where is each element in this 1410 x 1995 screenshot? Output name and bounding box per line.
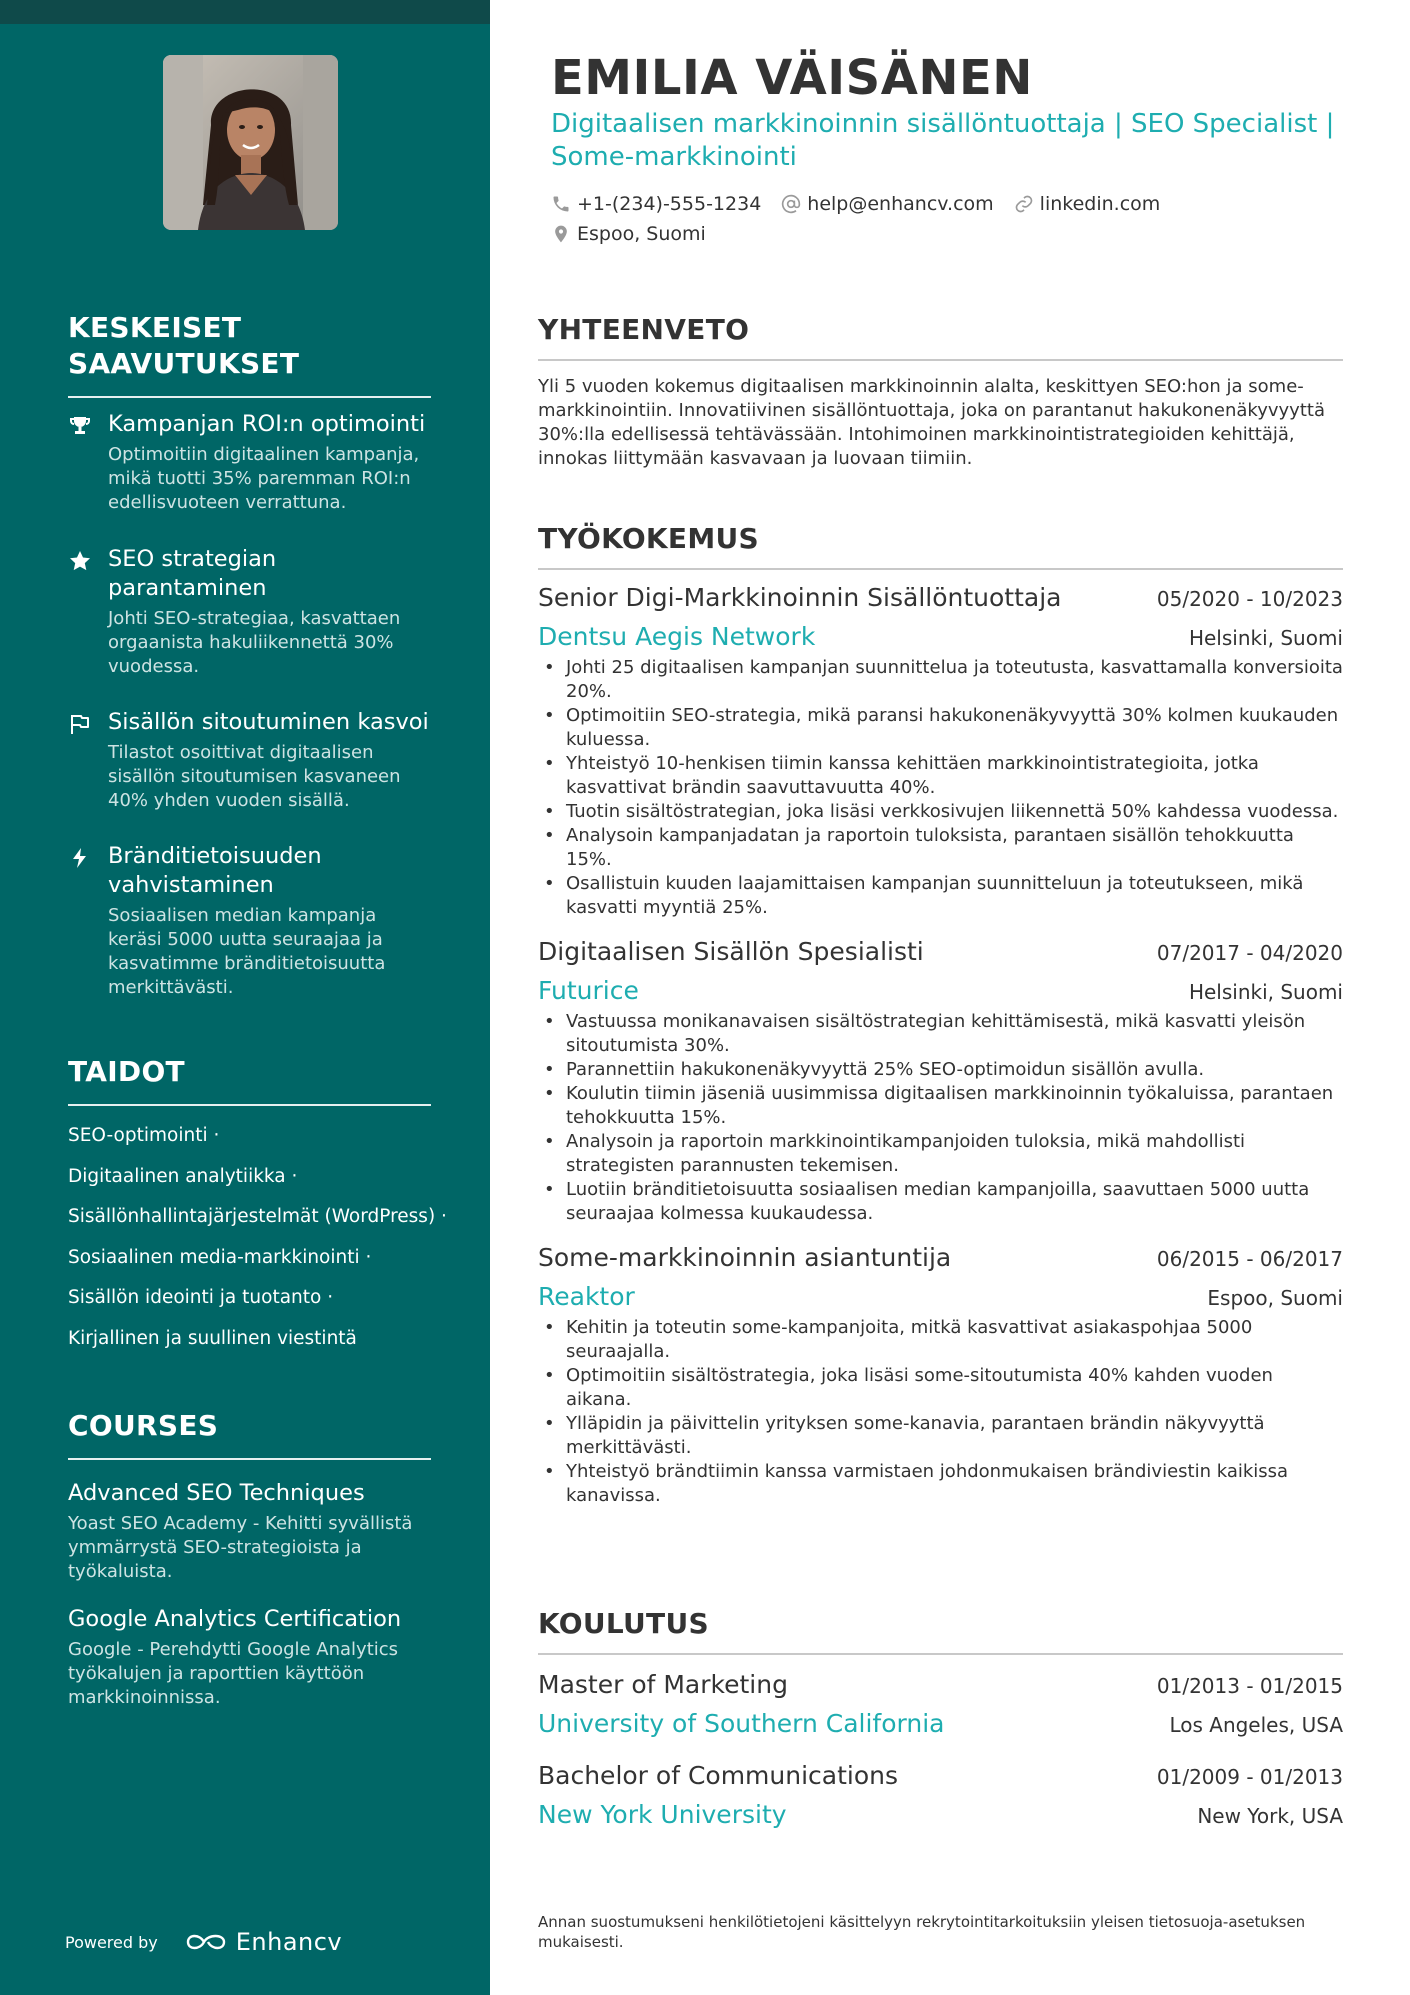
education-section — [538, 1606, 1343, 1831]
job-location: Helsinki, Suomi — [1188, 626, 1343, 650]
powered-by — [65, 1922, 342, 1962]
enhancv-logo-icon — [184, 1930, 228, 1954]
degree-title: Master of Marketing — [538, 1670, 788, 1699]
job-location: Helsinki, Suomi — [1188, 980, 1343, 1004]
achievement-description: Sosiaalisen median kampanja keräsi 5000 uutta seuraajaa ja kasvatimme bränditietoisuutta merkittävästi. — [108, 905, 386, 998]
job-title: Senior Digi-Markkinoinnin Sisällöntuottaja — [538, 583, 1062, 612]
skills-list — [68, 1124, 447, 1367]
job-bullet: • Analysoin kampanjadatan ja raportoin tuloksista, parantaen sisällön tehokkuutta 15%. — [538, 824, 1343, 872]
school-location: Los Angeles, USA — [1169, 1713, 1343, 1737]
courses-title: COURSES — [68, 1409, 219, 1442]
job-company: Reaktor — [538, 1282, 635, 1311]
courses-section — [68, 1408, 431, 1710]
job-bullet: • Vastuussa monikanavaisen sisältöstrategian kehittämisestä, mikä kasvatti yleisön sitoutumista 30%. — [538, 1010, 1343, 1058]
education-dates: 01/2009 - 01/2013 — [1156, 1765, 1343, 1789]
education-entry — [538, 1760, 1343, 1831]
job-bullet: • Ylläpidin ja päivittelin yrityksen some-kanavia, parantaen brändin näkyvyyttä merkittävästi. — [538, 1412, 1343, 1460]
job-bullet: • Tuotin sisältöstrategian, joka lisäsi verkkosivujen liikennettä 50% kahdessa vuodessa. — [538, 800, 1343, 824]
achievement-description: Optimoitiin digitaalinen kampanja, mikä tuotti 35% paremman ROI:n edellisvuoteen verrattuna. — [108, 444, 420, 513]
contact-location — [551, 223, 706, 245]
job-bullet: • Johti 25 digitaalisen kampanjan suunnittelua ja toteutusta, kasvattamalla konversioita 20%. — [538, 656, 1343, 704]
contact-linkedin[interactable] — [1014, 193, 1161, 215]
candidate-name: EMILIA VÄISÄNEN — [551, 50, 1033, 106]
achievement-title: Bränditietoisuuden vahvistaminen — [108, 843, 322, 898]
school-name: University of Southern California — [538, 1709, 945, 1738]
achievement-description: Johti SEO-strategiaa, kasvattaen orgaanista hakuliikennettä 30% vuodessa. — [108, 608, 401, 677]
achievement-title: SEO strategian parantaminen — [108, 546, 277, 601]
candidate-headline: Digitaalisen markkinoinnin sisällöntuottaja | SEO Specialist | Some-markkinointi — [551, 109, 1335, 172]
gdpr-consent-text: Annan suostumukseni henkilötietojeni käsittelyyn rekrytointitarkoituksiin yleisen tietosuoja-asetuksen mukaisesti. — [538, 1913, 1306, 1951]
job-entry — [538, 582, 1343, 920]
course-description: Google - Perehdytti Google Analytics työkalujen ja raporttien käyttöön markkinoinnissa. — [68, 1639, 399, 1708]
sidebar-top-bar — [0, 0, 490, 24]
summary-section — [538, 312, 1343, 471]
job-dates: 05/2020 - 10/2023 — [1156, 587, 1343, 611]
job-dates: 06/2015 - 06/2017 — [1156, 1247, 1343, 1271]
education-divider — [538, 1653, 1343, 1655]
course-title: Advanced SEO Techniques — [68, 1480, 365, 1506]
school-location: New York, USA — [1197, 1804, 1343, 1828]
job-bullet: • Yhteistyö 10-henkisen tiimin kanssa kehittäen markkinointistrategioita, jotka kasvattivat brändin saavuttavuutta 40%. — [538, 752, 1343, 800]
summary-title: YHTEENVETO — [538, 313, 750, 346]
skills-title: TAIDOT — [68, 1055, 185, 1088]
education-title: KOULUTUS — [538, 1607, 709, 1640]
job-company: Dentsu Aegis Network — [538, 622, 816, 651]
job-company: Futurice — [538, 976, 639, 1005]
job-bullet: • Osallistuin kuuden laajamittaisen kampanjan suunnitteluun ja toteutukseen, mikä kasvatti myyntiä 25%. — [538, 872, 1343, 920]
job-bullet: • Parannettiin hakukonenäkyvyyttä 25% SEO-optimoidun sisällön avulla. — [538, 1058, 1343, 1082]
degree-title: Bachelor of Communications — [538, 1761, 899, 1790]
sidebar — [0, 0, 490, 1995]
experience-section — [538, 521, 1343, 1508]
skill-item: Kirjallinen ja suullinen viestintä — [68, 1327, 357, 1349]
achievement-title: Sisällön sitoutuminen kasvoi — [108, 709, 429, 735]
course-title: Google Analytics Certification — [68, 1606, 402, 1632]
job-bullet: • Luotiin bränditietoisuutta sosiaalisen median kampanjoilla, saavuttaen 5000 uutta seuraajaa kolmessa kuukaudessa. — [538, 1178, 1343, 1226]
lightning-icon — [68, 846, 92, 870]
achievement-item — [68, 545, 431, 679]
summary-divider — [538, 359, 1343, 361]
school-name: New York University — [538, 1800, 787, 1829]
location-pin-icon — [551, 224, 571, 244]
achievement-title: Kampanjan ROI:n optimointi — [108, 411, 426, 437]
education-dates: 01/2013 - 01/2015 — [1156, 1674, 1343, 1698]
star-icon — [68, 549, 92, 573]
achievements-section — [68, 310, 431, 998]
job-bullets — [538, 1010, 1343, 1226]
experience-title: TYÖKOKEMUS — [538, 522, 760, 555]
skill-item: Sisällön ideointi ja tuotanto · — [68, 1287, 334, 1308]
education-entry — [538, 1669, 1343, 1740]
skill-item: Sosiaalinen media-markkinointi · — [68, 1246, 372, 1268]
achievements-title: KESKEISET SAAVUTUKSET — [68, 311, 300, 380]
profile-photo — [163, 55, 338, 230]
summary-text: Yli 5 vuoden kokemus digitaalisen markkinoinnin alalta, keskittyen SEO:hon ja some-markkinointiin. Innovatiivinen sisällöntuottaja, joka on parantanut hakukonenäkyvyyttä 30%:lla edellisessä tehtävässään. Intohimoinen markkinointistrategioiden kehittäjä, innokas liittymään kasvavaan ja luovaan tiimiin. — [538, 376, 1325, 469]
job-dates: 07/2017 - 04/2020 — [1156, 941, 1343, 965]
courses-divider — [68, 1458, 431, 1460]
job-bullet: • Optimoitiin SEO-strategia, mikä paransi hakukonenäkyvyyttä 30% kolmen kuukauden kuluessa. — [538, 704, 1343, 752]
skill-item: Digitaalinen analytiikka · — [68, 1165, 298, 1187]
contact-email[interactable] — [781, 193, 993, 215]
job-bullet: • Koulutin tiimin jäseniä uusimmissa digitaalisen markkinoinnin työkaluissa, parantaen tehokkuutta 15%. — [538, 1082, 1343, 1130]
achievements-divider — [68, 396, 431, 398]
job-bullet: • Optimoitiin sisältöstrategia, joka lisäsi some-sitoutumista 40% kahden vuoden aikana. — [538, 1364, 1343, 1412]
job-bullets — [538, 1316, 1343, 1508]
contact-row-location — [551, 223, 726, 245]
course-item — [68, 1604, 431, 1710]
skill-item: SEO-optimointi · — [68, 1125, 220, 1146]
at-sign-icon — [781, 194, 801, 214]
linkedin-text: linkedin.com — [1039, 193, 1161, 215]
flag-icon — [68, 712, 92, 736]
achievement-item — [68, 410, 431, 515]
skills-section — [68, 1054, 447, 1367]
job-entry — [538, 1242, 1343, 1508]
experience-divider — [538, 568, 1343, 570]
job-title: Digitaalisen Sisällön Spesialisti — [538, 937, 924, 966]
course-description: Yoast SEO Academy - Kehitti syvällistä ymmärrystä SEO-strategioista ja työkaluista. — [68, 1513, 413, 1582]
job-bullet: • Kehitin ja toteutin some-kampanjoita, mitkä kasvattivat asiakaspohjaa 5000 seuraajalla. — [538, 1316, 1343, 1364]
achievement-item — [68, 842, 431, 1000]
skills-divider — [68, 1104, 431, 1106]
job-title: Some-markkinoinnin asiantuntija — [538, 1243, 952, 1272]
link-icon — [1014, 194, 1034, 214]
phone-text: +1-(234)-555-1234 — [577, 193, 762, 215]
location-text: Espoo, Suomi — [577, 223, 706, 245]
enhancv-wordmark: Enhancv — [235, 1928, 343, 1956]
course-item — [68, 1478, 431, 1584]
job-bullet: • Yhteistyö brändtiimin kanssa varmistaen johdonmukaisen brändiviestin kaikissa kanavissa. — [538, 1460, 1343, 1508]
powered-by-label: Powered by — [65, 1932, 158, 1952]
trophy-icon — [68, 414, 92, 438]
skill-item: Sisällönhallintajärjestelmät (WordPress) · — [68, 1206, 447, 1227]
job-bullets — [538, 656, 1343, 920]
phone-icon — [551, 194, 571, 214]
contact-row — [551, 193, 1180, 215]
achievement-description: Tilastot osoittivat digitaalisen sisällön sitoutumisen kasvaneen 40% yhden vuoden sisällä. — [108, 742, 401, 811]
achievement-item — [68, 708, 431, 813]
contact-phone[interactable] — [551, 193, 761, 215]
email-text: help@enhancv.com — [807, 193, 994, 215]
enhancv-logo[interactable] — [184, 1928, 342, 1956]
job-location: Espoo, Suomi — [1207, 1286, 1343, 1310]
job-bullet: • Analysoin ja raportoin markkinointikampanjoiden tuloksia, mikä mahdollisti strategisten parannusten tekemisen. — [538, 1130, 1343, 1178]
job-entry — [538, 936, 1343, 1226]
